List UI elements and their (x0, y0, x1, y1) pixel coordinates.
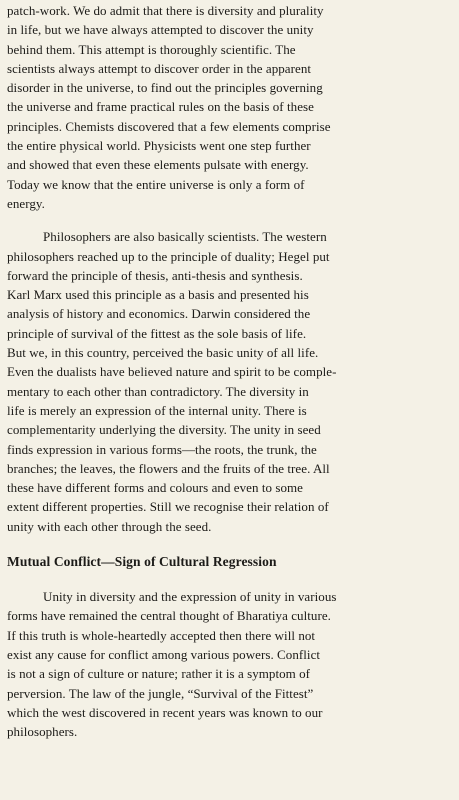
section-heading: Mutual Conflict—Sign of Cultural Regression (7, 554, 277, 570)
paragraph-unity-science: patch-work. We do admit that there is diversity and plurality in life, but we have always attempted to discover the unity behind them. This attempt is thoroughly scientific. The scientists always attempt to discover order in the apparent disorder in the universe, to find out the principles governing the universe and frame practical rules on the basis of these principles. Chemists discovered that a few elements comprise the entire physical world. Physicists went one step further and showed that even these elements pulsate with energy. Today we know that the entire universe is only a form of energy. (7, 3, 331, 211)
paragraph-unity-in-diversity: Unity in diversity and the expression of unity in various forms have remained the central thought of Bharatiya culture. If this truth is whole-heartedly accepted then there will not exist any cause for conflict among various powers. Conflict is not a sign of culture or nature; rather it is a symptom of perversion. The law of the jungle, “Survival of the Fittest” which the west discovered in recent years was known to our philosophers. (7, 589, 337, 740)
paragraph-philosophers: Philosophers are also basically scientists. The western philosophers reached up to the principle of duality; Hegel put forward the principle of thesis, anti-thesis and synthesis. Karl Marx used this principle as a basis and presented his analysis of history and economics. Darwin considered the principle of survival of the fittest as the sole basis of life. But we, in this country, perceived the basic unity of all life. Even the dualists have believed nature and spirit to be comple- mentary to each other than contradictory. The diversity in life is merely an expression of the internal unity. There is complementarity underlying the diversity. The unity in seed finds expression in various forms—the roots, the trunk, the branches; the leaves, the flowers and the fruits of the tree. All these have different forms and colours and even to some extent different properties. Still we recognise their relation of unity with each other through the seed. (7, 229, 337, 534)
